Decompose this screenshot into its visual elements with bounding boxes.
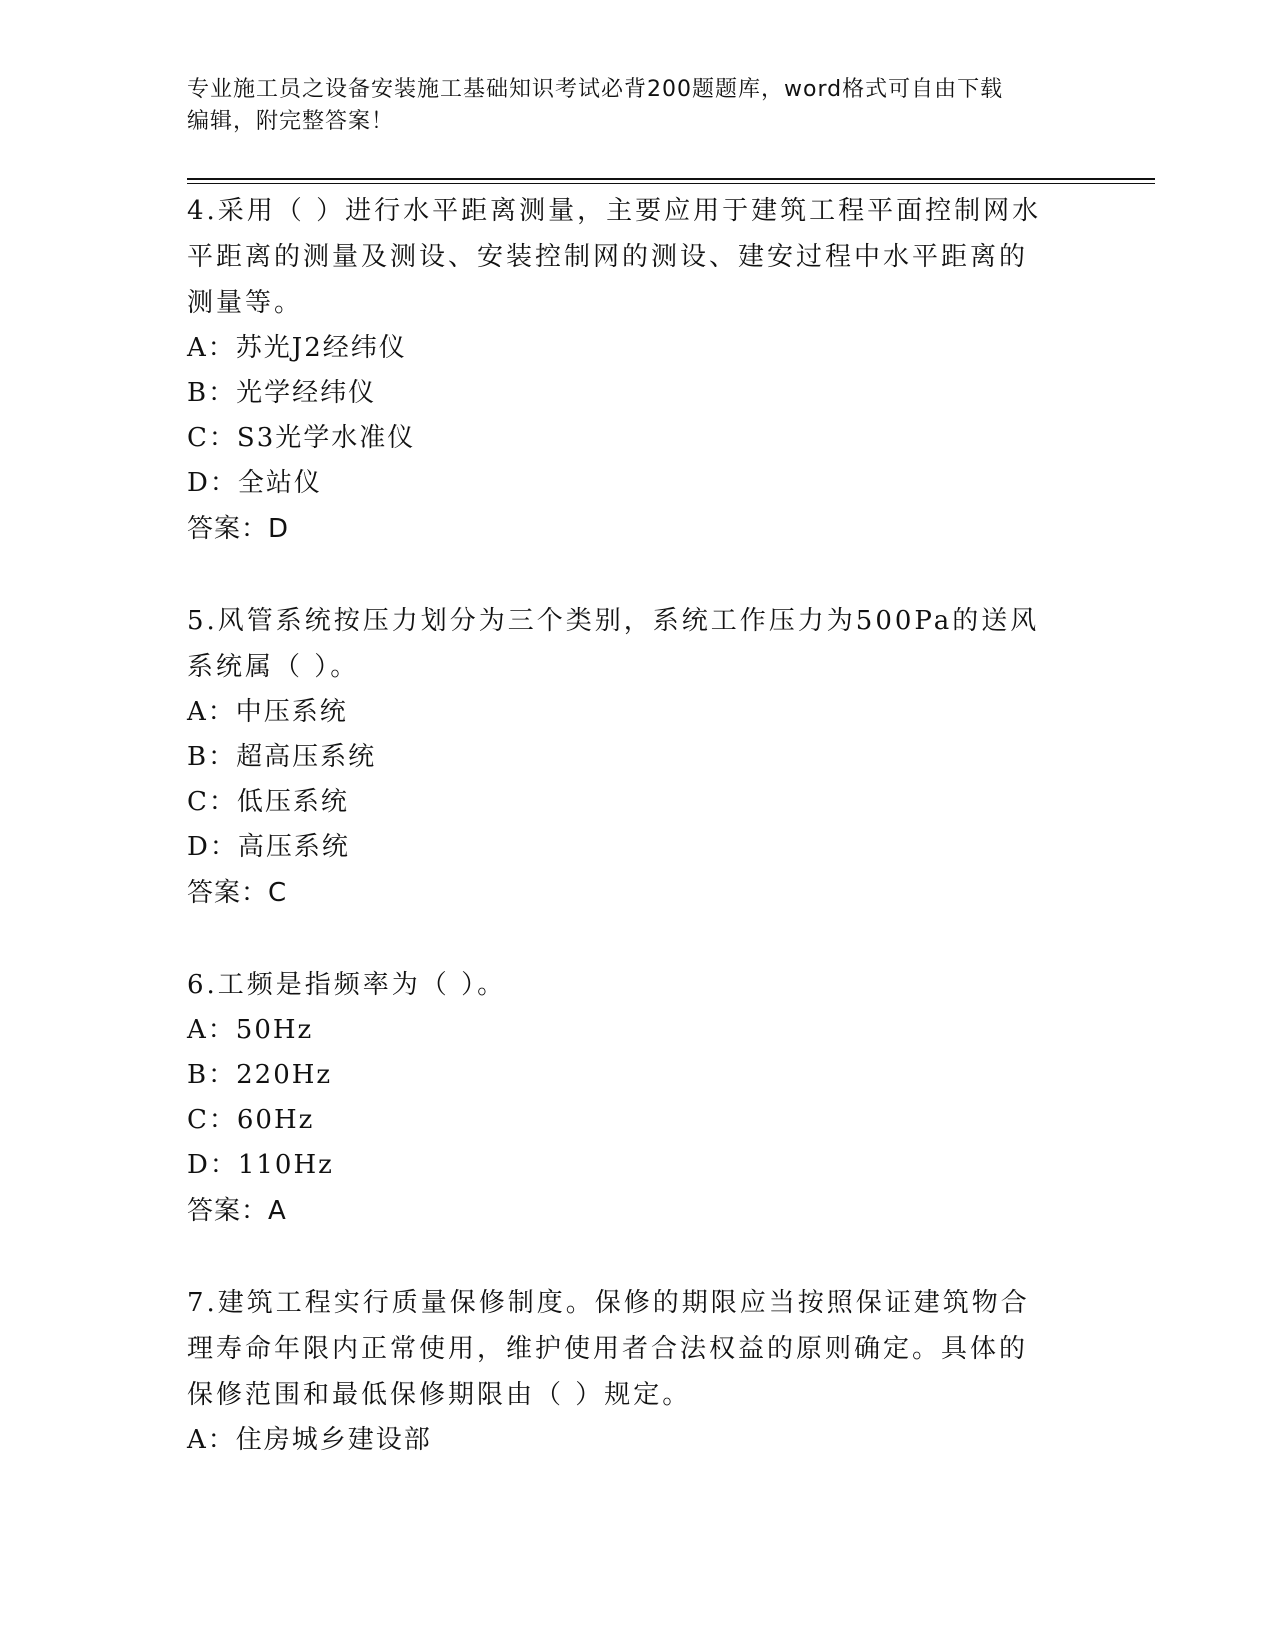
option-a: A：住房城乡建设部 <box>187 1425 432 1455</box>
option-b: B：220Hz <box>187 1060 333 1090</box>
question-5 <box>187 598 1087 916</box>
question-list <box>187 188 1087 1509</box>
option-b: B：超高压系统 <box>187 742 377 772</box>
question-7 <box>187 1280 1087 1463</box>
question-stem: 6.工频是指频率为（ ）。 <box>187 970 507 1000</box>
option-c: C：低压系统 <box>187 787 349 817</box>
option-d: D：高压系统 <box>187 832 350 862</box>
answer: 答案：A <box>187 1196 287 1226</box>
header-line-2: 编辑，附完整答案！ <box>187 109 395 134</box>
header-line-1: 专业施工员之设备安装施工基础知识考试必背200题题库，word格式可自由下载 <box>187 77 1004 102</box>
header-rule-thin <box>187 183 1155 184</box>
answer: 答案：C <box>187 878 288 908</box>
option-d: D：110Hz <box>187 1150 334 1180</box>
option-c: C：S3光学水准仪 <box>187 423 416 453</box>
option-a: A：苏光J2经纬仪 <box>187 333 407 363</box>
header-rule-thick <box>187 178 1155 180</box>
option-a: A：50Hz <box>187 1015 314 1045</box>
option-d: D：全站仪 <box>187 468 322 498</box>
question-6 <box>187 962 1087 1234</box>
question-stem: 7.建筑工程实行质量保修制度。保修的期限应当按照保证建筑物合理寿命年限内正常使用，维护使用者合法权益的原则确定。具体的保修范围和最低保修期限由（ ）规定。 <box>187 1288 1030 1410</box>
question-stem: 4.采用（ ）进行水平距离测量，主要应用于建筑工程平面控制网水平距离的测量及测设、安装控制网的测设、建安过程中水平距离的测量等。 <box>187 196 1042 318</box>
option-a: A：中压系统 <box>187 697 348 727</box>
answer: 答案：D <box>187 514 290 544</box>
question-4 <box>187 188 1087 552</box>
option-c: C：60Hz <box>187 1105 315 1135</box>
document-header <box>187 74 1067 138</box>
option-b: B：光学经纬仪 <box>187 378 377 408</box>
question-stem: 5.风管系统按压力划分为三个类别，系统工作压力为500Pa的送风系统属（ ）。 <box>187 606 1040 682</box>
